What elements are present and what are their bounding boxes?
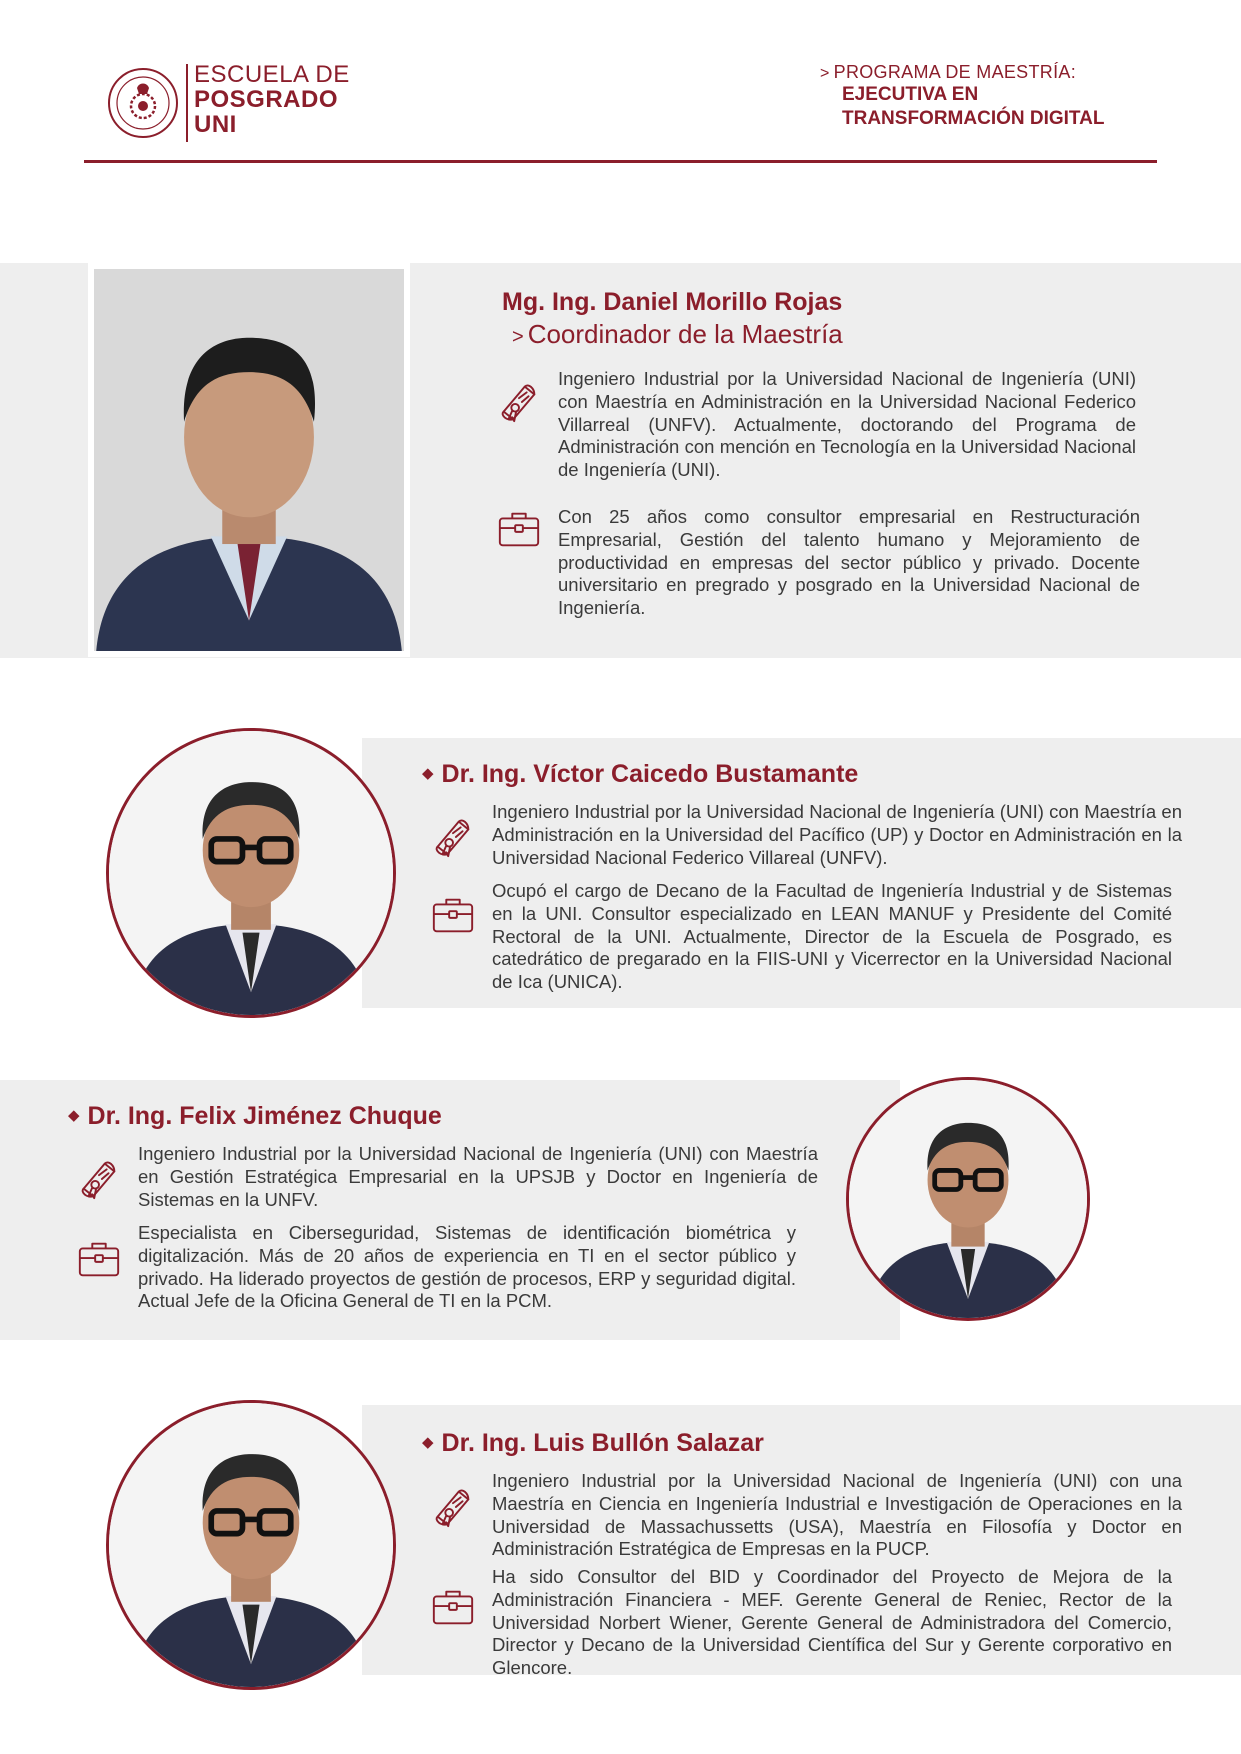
- name-label: Dr. Ing. Luis Bullón Salazar: [441, 1429, 764, 1457]
- profile-photo: [106, 728, 396, 1018]
- diploma-icon: [430, 1484, 476, 1530]
- profile-name: [422, 1429, 764, 1458]
- briefcase-icon: [430, 892, 476, 938]
- diamond-bullet-icon: ◆: [422, 1434, 434, 1452]
- logo-line-2: POSGRADO: [194, 86, 339, 113]
- profile-role: [512, 319, 843, 350]
- experience-text: Ha sido Consultor del BID y Coordinador del Proyecto de Mejora de la Administración Financiera - MEF. Gerente General de Reniec, Rector de la Universidad Norbert Wiener, Gerente General de Administradora del Comercio, Director y Decano de la Universidad Científica del Sur y Gerente corporativo en Glencore.: [492, 1566, 1172, 1679]
- education-text: Ingeniero Industrial por la Universidad Nacional de Ingeniería (UNI) con Maestría en Administración en la Universidad del Pacífico (UP) y Doctor en Administración en la Universidad Nacional Federico Villareal (UNFV).: [492, 801, 1182, 868]
- name-label: Dr. Ing. Felix Jiménez Chuque: [87, 1102, 442, 1130]
- program-label: PROGRAMA DE MAESTRÍA:: [833, 62, 1076, 82]
- program-name-line-1: EJECUTIVA EN: [842, 84, 979, 105]
- diamond-bullet-icon: ◆: [422, 765, 434, 783]
- briefcase-icon: [496, 506, 542, 552]
- profile-name: Mg. Ing. Daniel Morillo Rojas: [502, 288, 843, 316]
- diploma-icon: [430, 814, 476, 860]
- diploma-icon: [496, 379, 542, 425]
- uni-seal-logo: [107, 64, 179, 142]
- chevron-right-icon: >: [820, 65, 830, 82]
- profile-name: [68, 1102, 442, 1131]
- experience-text: Especialista en Ciberseguridad, Sistemas de identificación biométrica y digitalización. Más de 20 años de experiencia en TI en el sector público y privado. Ha liderado proyectos de gestión de procesos, ERP y seguridad digital. Actual Jefe de la Oficina General de TI en la PCM.: [138, 1222, 796, 1312]
- profile-photo: [106, 1400, 396, 1690]
- logo-line-3: UNI: [194, 111, 237, 138]
- briefcase-icon: [430, 1584, 476, 1630]
- logo-divider: [186, 64, 188, 142]
- diamond-bullet-icon: ◆: [68, 1107, 80, 1125]
- header-divider: [84, 160, 1157, 163]
- program-title: [820, 62, 1104, 131]
- logo-line-1: ESCUELA DE: [194, 61, 350, 88]
- role-label: Coordinador de la Maestría: [527, 319, 843, 349]
- school-logo-text: [194, 62, 350, 137]
- education-text: Ingeniero Industrial por la Universidad Nacional de Ingeniería (UNI) con una Maestría en Ciencia en Ingeniería Industrial e Investigación de Operaciones en la Universidad de Massachussetts (USA), Maestría en Filosofía y Doctor en Administración Estratégica de Empresas en la PUCP.: [492, 1470, 1182, 1560]
- experience-text: Ocupó el cargo de Decano de la Facultad de Ingeniería Industrial y de Sistemas en la UNI. Consultor especializado en LEAN MANUF y Presidente del Comité Rectoral de la UNI. Actualmente, Director de la Escuela de Posgrado, es catedrático de pregarado en la FIIS-UNI y Vicerrector en la Universidad Nacional de Ica (UNICA).: [492, 880, 1172, 993]
- education-text: Ingeniero Industrial por la Universidad Nacional de Ingeniería (UNI) con Maestría en Gestión Estratégica Empresarial en la UPSJB y Doctor en Ingeniería de Sistemas en la UNFV.: [138, 1143, 818, 1210]
- education-text: Ingeniero Industrial por la Universidad Nacional de Ingeniería (UNI) con Maestría en Administración en la Universidad Nacional Federico Villarreal (UNFV). Actualmente, doctorando del Programa de Administración con mención en Tecnología en la Universidad Nacional de Ingeniería (UNI).: [558, 368, 1136, 481]
- profile-photo: [846, 1077, 1090, 1321]
- profile-photo: [88, 263, 410, 657]
- experience-text: Con 25 años como consultor empresarial en Restructuración Empresarial, Gestión del talento humano y Mejoramiento de productividad en empresas del sector público y privado. Docente universitario en pregrado y posgrado en la Universidad Nacional de Ingeniería.: [558, 506, 1140, 619]
- profile-name: [422, 760, 858, 789]
- program-name-line-2: TRANSFORMACIÓN DIGITAL: [842, 108, 1105, 129]
- chevron-right-icon: >: [512, 326, 524, 348]
- diploma-icon: [76, 1156, 122, 1202]
- briefcase-icon: [76, 1236, 122, 1282]
- name-label: Dr. Ing. Víctor Caicedo Bustamante: [441, 760, 859, 788]
